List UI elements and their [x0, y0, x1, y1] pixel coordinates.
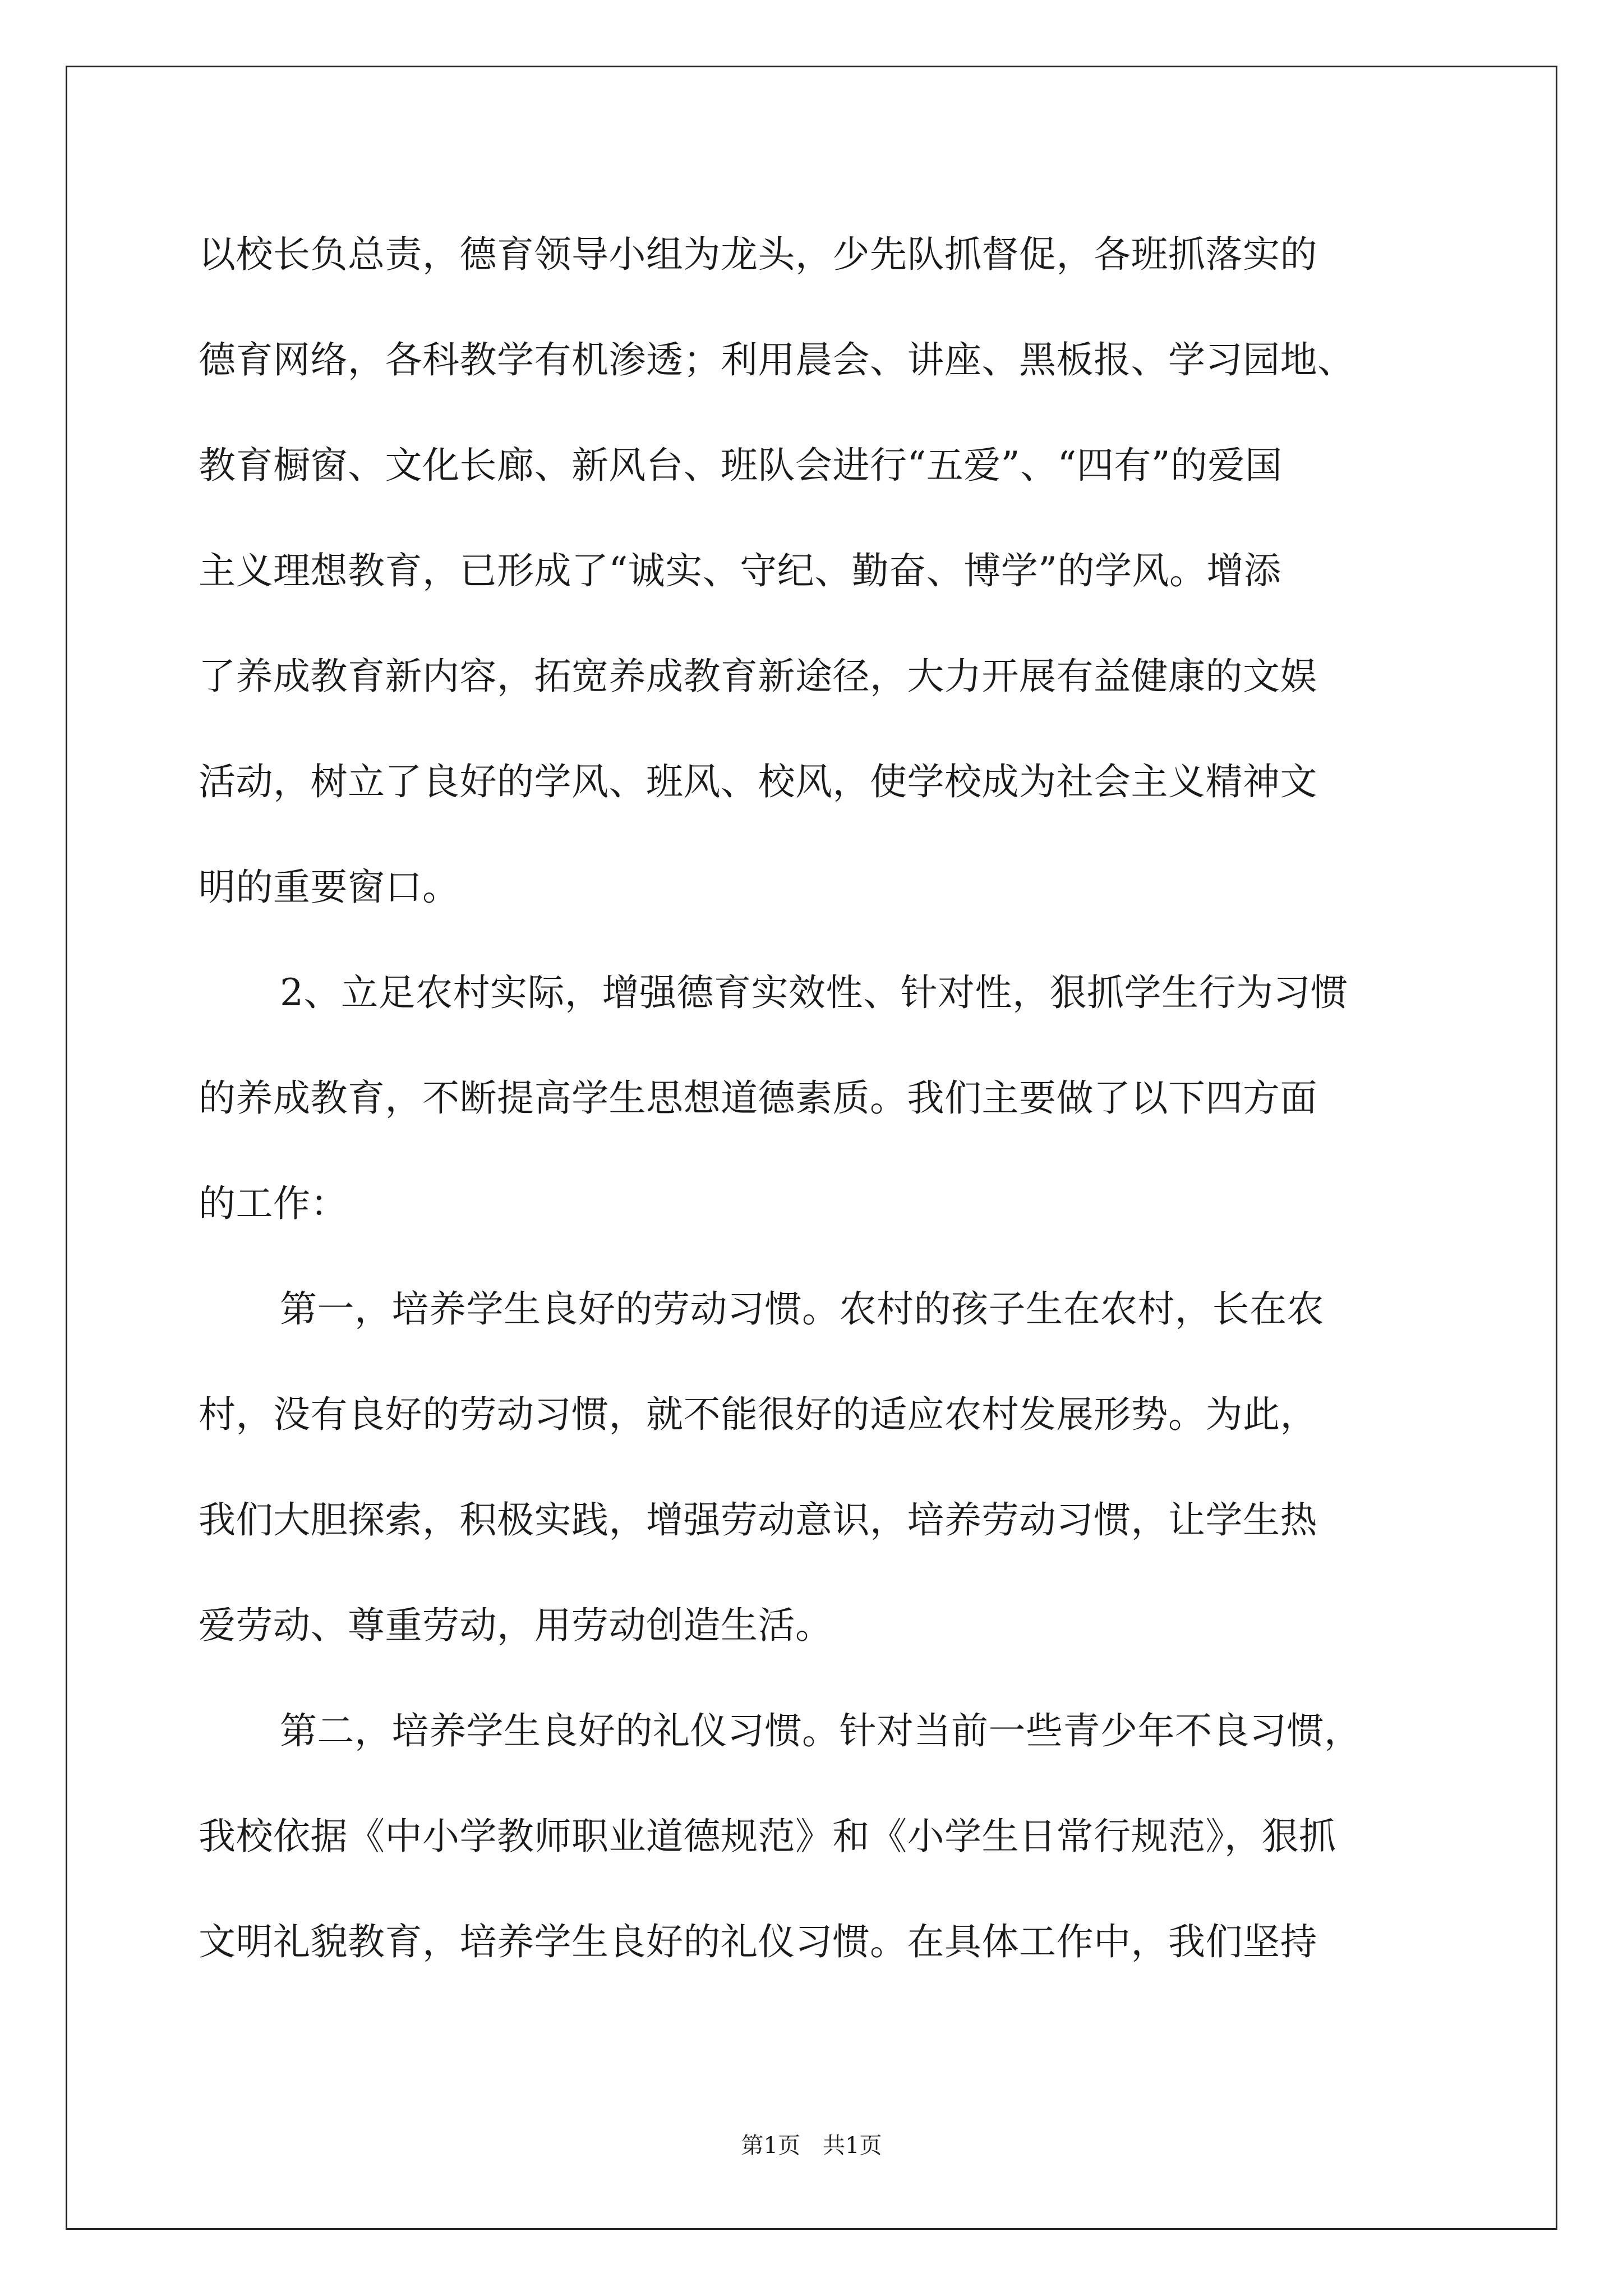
text-line: 的工作： [199, 1182, 348, 1225]
text-line: 教育橱窗、文化长廊、新风台、班队会进行“五爱”、“四有”的爱国 [199, 444, 1283, 487]
text-line: 我们大胆探索，积极实践，增强劳动意识，培养劳动习惯，让学生热 [199, 1498, 1317, 1542]
text-line: 村，没有良好的劳动习惯，就不能很好的适应农村发展形势。为此， [199, 1393, 1317, 1436]
text-line: 明的重要窗口。 [199, 866, 460, 909]
paragraph-start-line: 第二，培养学生良好的礼仪习惯。针对当前一些青少年不良习惯， [280, 1709, 1362, 1752]
text-line: 主义理想教育，已形成了“诚实、守纪、勤奋、博学”的学风。增添 [199, 549, 1281, 592]
text-line: 活动，树立了良好的学风、班风、校风，使学校成为社会主义精神文 [199, 760, 1317, 803]
text-line: 以校长负总责，德育领导小组为龙头，少先队抓督促，各班抓落实的 [199, 233, 1317, 276]
text-line: 德育网络，各科教学有机渗透；利用晨会、讲座、黑板报、学习园地、 [199, 338, 1355, 381]
document-body [199, 202, 1432, 1995]
page-footer: 第1页 共1页 [741, 2133, 882, 2159]
text-line: 文明礼貌教育，培养学生良好的礼仪习惯。在具体工作中，我们坚持 [199, 1920, 1317, 1963]
text-line: 爱劳动、尊重劳动，用劳动创造生活。 [199, 1604, 833, 1647]
paragraph-start-line: 第一，培养学生良好的劳动习惯。农村的孩子生在农村，长在农 [280, 1287, 1324, 1331]
text-line: 了养成教育新内容，拓宽养成教育新途径，大力开展有益健康的文娱 [199, 655, 1317, 698]
text-line: 我校依据《中小学教师职业道德规范》和《小学生日常行规范》，狠抓 [199, 1815, 1336, 1858]
text-line: 的养成教育，不断提高学生思想道德素质。我们主要做了以下四方面 [199, 1076, 1317, 1120]
paragraph-start-line: 2、立足农村实际，增强德育实效性、针对性，狠抓学生行为习惯 [280, 971, 1348, 1014]
